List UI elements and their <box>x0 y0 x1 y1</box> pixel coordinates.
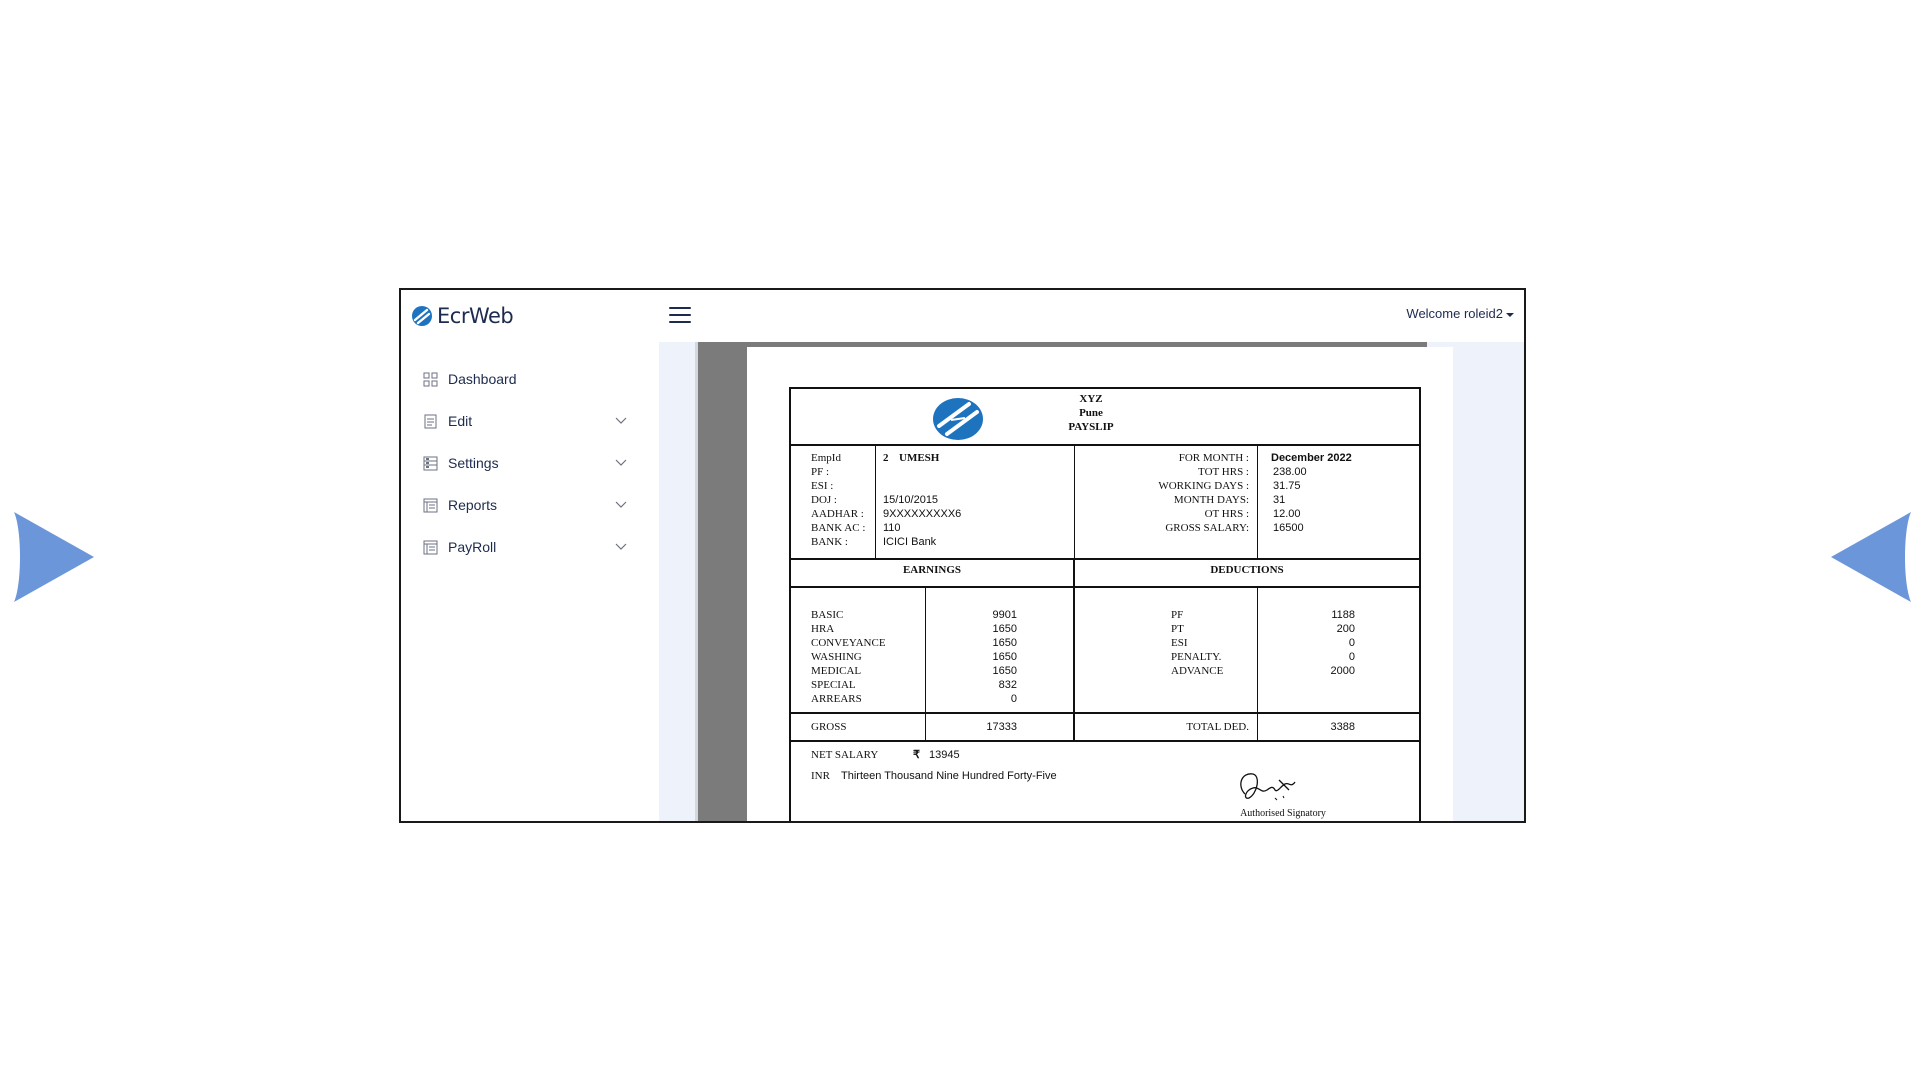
brand-logo[interactable] <box>411 302 513 330</box>
main-content <box>659 342 1524 821</box>
sidebar-item-edit[interactable] <box>423 410 633 432</box>
gross-value: 17333 <box>986 721 1017 733</box>
gross-salary-value: 16500 <box>1273 522 1304 534</box>
chevron-down-icon[interactable] <box>615 498 627 510</box>
pf-label: PF : <box>811 466 830 478</box>
deduction-amount: 1188 <box>1331 609 1355 621</box>
month-days-label: MONTH DAYS: <box>1173 494 1249 506</box>
earning-amount: 1650 <box>992 637 1017 649</box>
chevron-down-icon[interactable] <box>615 414 627 426</box>
app-window <box>399 288 1526 823</box>
ot-hrs-label: OT HRS : <box>1204 508 1249 520</box>
empid-value: 2 <box>883 452 889 464</box>
bankac-value: 110 <box>883 522 901 534</box>
doj-label: DOJ : <box>811 494 837 506</box>
divider <box>791 740 1419 742</box>
aadhar-value: 9XXXXXXXXX6 <box>883 508 962 520</box>
gross-salary-label: GROSS SALARY: <box>1165 522 1249 534</box>
earning-amount: 1650 <box>992 665 1017 677</box>
caret-down-icon <box>1506 313 1514 317</box>
arrow-left-icon[interactable] <box>1829 510 1913 604</box>
payroll-icon <box>423 540 438 555</box>
arrow-right-icon[interactable] <box>12 510 96 604</box>
bankac-label: BANK AC : <box>811 522 866 534</box>
earning-name: SPECIAL <box>811 679 856 691</box>
sidebar-item-payroll[interactable] <box>423 536 633 558</box>
divider <box>791 558 1419 560</box>
reports-icon <box>423 498 438 513</box>
deductions-header: DEDUCTIONS <box>1210 564 1284 576</box>
company-logo-icon <box>931 396 985 442</box>
sidebar-item-label: Dashboard <box>448 371 517 387</box>
top-bar <box>401 290 1524 342</box>
net-salary-value: 13945 <box>929 749 960 761</box>
earning-amount: 0 <box>1010 693 1017 705</box>
deduction-name: ESI <box>1171 637 1188 649</box>
divider <box>791 586 1419 588</box>
earning-name: CONVEYANCE <box>811 637 886 649</box>
divider <box>925 588 926 741</box>
earnings-header: EARNINGS <box>902 564 962 576</box>
deduction-amount: 2000 <box>1330 665 1355 677</box>
earning-name: ARREARS <box>811 693 862 705</box>
net-salary-label: NET SALARY <box>811 749 879 761</box>
for-month-label: FOR MONTH : <box>1178 452 1249 464</box>
sidebar-item-dashboard[interactable] <box>423 368 633 390</box>
menu-toggle-icon[interactable] <box>669 307 691 325</box>
divider <box>1257 588 1258 741</box>
sidebar-item-label: Settings <box>448 455 499 471</box>
inr-label: INR <box>811 770 830 782</box>
company-header <box>1031 392 1151 434</box>
total-ded-label: TOTAL DED. <box>1186 721 1249 733</box>
welcome-text: Welcome roleid2 <box>1406 306 1503 321</box>
earning-amount: 1650 <box>992 623 1017 635</box>
settings-icon <box>423 456 438 471</box>
month-days-value: 31 <box>1273 494 1286 506</box>
payslip-page <box>747 347 1453 821</box>
net-salary-words: Thirteen Thousand Nine Hundred Forty-Five <box>841 770 1057 782</box>
chevron-down-icon[interactable] <box>615 456 627 468</box>
sidebar <box>401 342 659 821</box>
ecrweb-logo-icon <box>411 305 433 327</box>
payslip-title: PAYSLIP <box>1068 421 1114 433</box>
divider <box>1074 446 1075 559</box>
deduction-amount: 0 <box>1348 637 1355 649</box>
deduction-amount: 0 <box>1348 651 1355 663</box>
deduction-name: PT <box>1171 623 1184 635</box>
doj-value: 15/10/2015 <box>883 494 939 506</box>
earning-amount: 832 <box>998 679 1017 691</box>
empid-label: EmpId <box>811 452 841 464</box>
ot-hrs-value: 12.00 <box>1273 508 1301 520</box>
divider <box>1257 446 1258 559</box>
dashboard-icon <box>423 372 438 387</box>
sidebar-item-reports[interactable] <box>423 494 633 516</box>
earning-name: HRA <box>811 623 835 635</box>
authorised-signatory: Authorised Signatory <box>1240 808 1326 819</box>
earning-name: WASHING <box>811 651 862 663</box>
deduction-name: PF <box>1171 609 1184 621</box>
tot-hrs-label: TOT HRS : <box>1198 466 1249 478</box>
rupee-symbol: ₹ <box>913 749 920 761</box>
signature-icon <box>1231 764 1301 812</box>
company-city: Pune <box>1079 407 1103 419</box>
deduction-amount: 200 <box>1336 623 1355 635</box>
company-name: XYZ <box>1079 393 1103 405</box>
esi-label: ESI : <box>811 480 834 492</box>
earning-name: BASIC <box>811 609 844 621</box>
divider <box>875 446 876 559</box>
gross-label: GROSS <box>811 721 847 733</box>
total-ded-value: 3388 <box>1330 721 1355 733</box>
bank-value: ICICI Bank <box>883 536 937 548</box>
divider <box>791 444 1419 446</box>
edit-icon <box>423 414 438 429</box>
working-days-value: 31.75 <box>1273 480 1301 492</box>
deduction-name: PENALTY. <box>1171 651 1222 663</box>
chevron-down-icon[interactable] <box>615 540 627 552</box>
bank-label: BANK : <box>811 536 848 548</box>
employee-name: UMESH <box>899 452 940 464</box>
earning-name: MEDICAL <box>811 665 862 677</box>
tot-hrs-value: 238.00 <box>1273 466 1307 478</box>
user-menu[interactable] <box>1406 306 1514 321</box>
sidebar-item-label: Reports <box>448 497 498 513</box>
deduction-name: ADVANCE <box>1171 665 1224 677</box>
brand-name: EcrWeb <box>437 304 514 328</box>
working-days-label: WORKING DAYS : <box>1158 480 1249 492</box>
for-month-value: December 2022 <box>1271 452 1352 464</box>
sidebar-item-label: PayRoll <box>448 539 497 555</box>
sidebar-item-settings[interactable] <box>423 452 633 474</box>
divider <box>791 712 1419 714</box>
aadhar-label: AADHAR : <box>811 508 864 520</box>
earning-amount: 9901 <box>992 609 1017 621</box>
pdf-viewer[interactable] <box>695 342 1427 821</box>
payslip <box>789 387 1421 823</box>
sidebar-item-label: Edit <box>448 413 473 429</box>
earning-amount: 1650 <box>992 651 1017 663</box>
